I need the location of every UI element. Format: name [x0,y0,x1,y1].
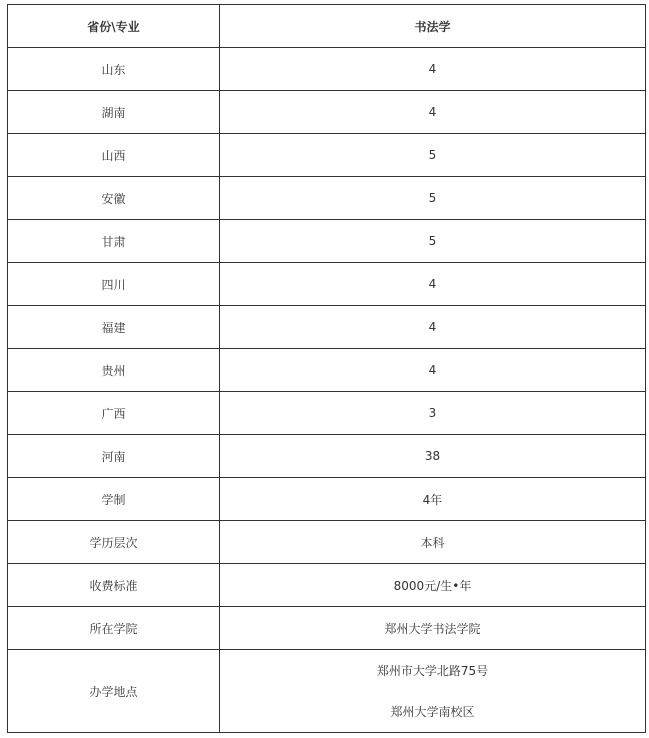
row-value: 本科 [220,521,646,564]
table-row [8,478,646,521]
row-value: 4 [220,91,646,134]
table-row [8,521,646,564]
row-label: 河南 [8,435,220,478]
location-campus: 郑州大学南校区 [390,705,475,719]
table-row [8,91,646,134]
row-label: 福建 [8,306,220,349]
header-major: 书法学 [220,5,646,48]
row-value: 3 [220,392,646,435]
table-row [8,263,646,306]
location-address: 郑州市大学北路75号 [376,664,489,678]
table-row [8,607,646,650]
row-value: 38 [220,435,646,478]
row-label: 所在学院 [8,607,220,650]
location-value [220,650,646,733]
row-label: 贵州 [8,349,220,392]
table-row [8,306,646,349]
row-label: 山东 [8,48,220,91]
row-value: 5 [220,220,646,263]
row-label: 山西 [8,134,220,177]
table-row-location [8,650,646,733]
table-header-row [8,5,646,48]
row-label: 甘肃 [8,220,220,263]
row-label: 安徽 [8,177,220,220]
table-row [8,134,646,177]
table-row [8,48,646,91]
row-value: 4 [220,48,646,91]
table-row [8,349,646,392]
table-row [8,177,646,220]
location-label: 办学地点 [8,650,220,733]
row-value: 郑州大学书法学院 [220,607,646,650]
admission-table [7,4,646,733]
row-value: 4 [220,349,646,392]
row-label: 收费标准 [8,564,220,607]
row-label: 学历层次 [8,521,220,564]
header-province: 省份\专业 [8,5,220,48]
row-value: 8000元/生•年 [220,564,646,607]
row-value: 5 [220,177,646,220]
row-value: 4 [220,263,646,306]
row-label: 广西 [8,392,220,435]
table-row [8,220,646,263]
row-value: 4 [220,306,646,349]
row-label: 学制 [8,478,220,521]
row-label: 四川 [8,263,220,306]
row-label: 湖南 [8,91,220,134]
table-row [8,435,646,478]
table-row [8,392,646,435]
row-value: 4年 [220,478,646,521]
table-row [8,564,646,607]
row-value: 5 [220,134,646,177]
